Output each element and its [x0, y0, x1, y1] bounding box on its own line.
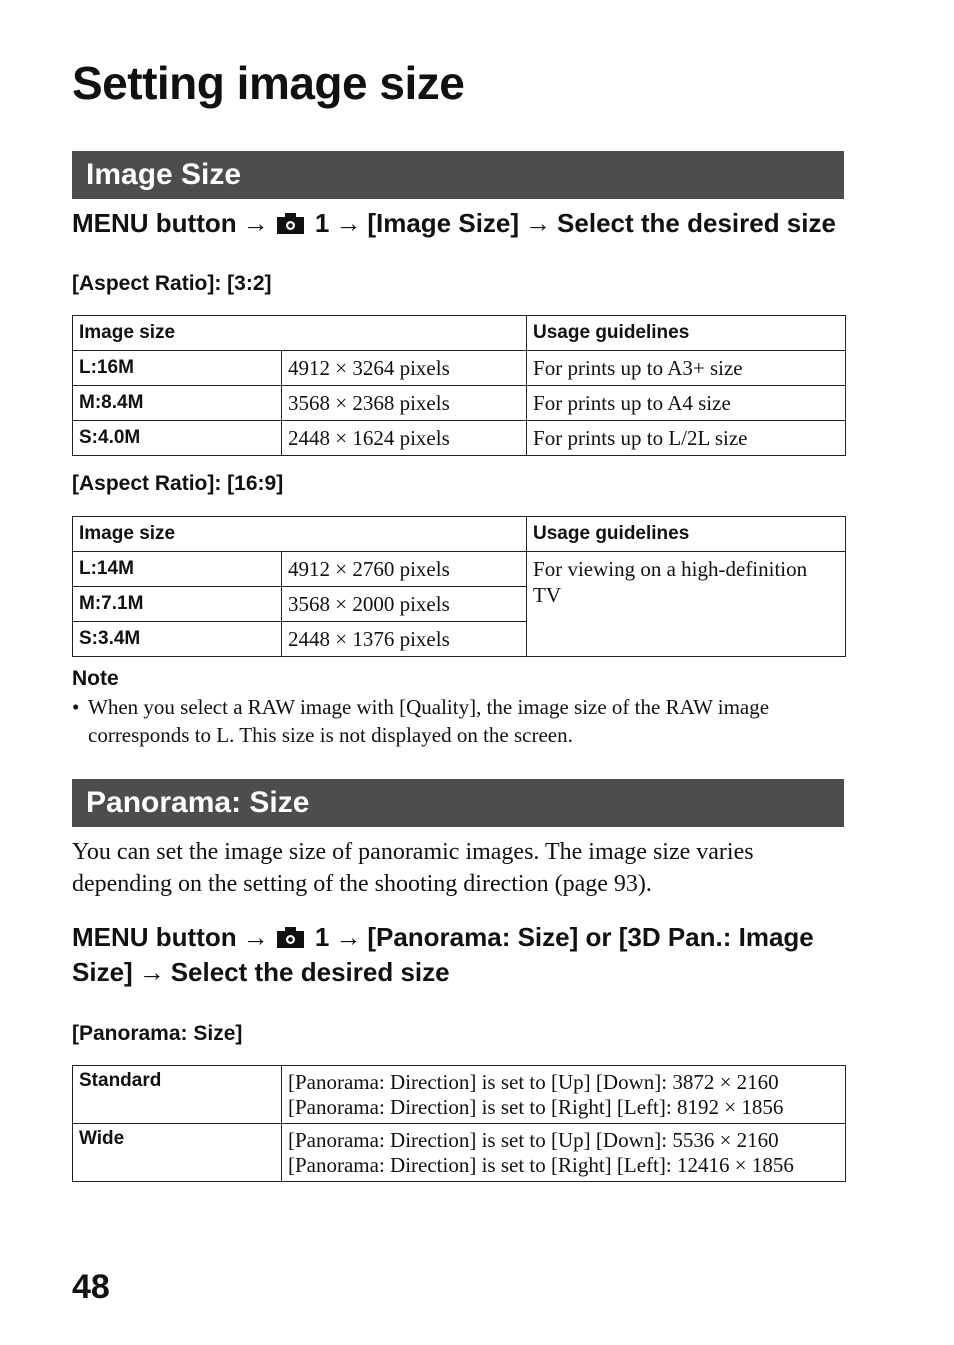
menu-item: [Image Size] — [367, 208, 520, 238]
panorama-size-label: Wide — [73, 1124, 282, 1182]
table-row — [73, 1124, 846, 1182]
table-row — [73, 552, 846, 587]
pixel-dimensions: 3568 × 2368 pixels — [282, 386, 527, 421]
table-row — [73, 421, 846, 456]
direction-up-down: [Panorama: Direction] is set to [Up] [Down]: 5536 × 2160 — [288, 1128, 779, 1152]
usage-guideline: For prints up to L/2L size — [527, 421, 846, 456]
table-header-row — [73, 316, 846, 351]
note-label: Note — [72, 667, 119, 690]
direction-right-left: [Panorama: Direction] is set to [Right] [Left]: 12416 × 1856 — [288, 1153, 794, 1177]
table-row — [73, 351, 846, 386]
table-row — [73, 1066, 846, 1124]
table-row — [73, 386, 846, 421]
page-title: Setting image size — [72, 57, 465, 109]
panorama-size-heading: [Panorama: Size] — [72, 1022, 243, 1045]
camera-icon — [277, 213, 304, 234]
image-size-table-16-9 — [72, 516, 846, 657]
arrow-right-icon: → — [525, 208, 552, 238]
menu-final-step: Select the desired size — [557, 208, 836, 238]
menu-button-label: MENU button — [72, 208, 237, 238]
pixel-dimensions: 2448 × 1376 pixels — [282, 622, 527, 657]
usage-guideline: For prints up to A4 size — [527, 386, 846, 421]
panorama-size-values — [282, 1066, 846, 1124]
size-label: L:14M — [73, 552, 282, 587]
note-text — [72, 693, 832, 749]
arrow-right-icon: → — [335, 922, 362, 952]
aspect-ratio-3-2-heading: [Aspect Ratio]: [3:2] — [72, 272, 272, 295]
size-label: S:3.4M — [73, 622, 282, 657]
panorama-size-values — [282, 1124, 846, 1182]
size-label: L:16M — [73, 351, 282, 386]
note-body: When you select a RAW image with [Quality], the image size of the RAW image corresponds to L. This size is not displayed on the screen. — [88, 695, 770, 747]
table-header-row — [73, 517, 846, 552]
menu-path-panorama-size — [72, 920, 862, 990]
column-header-image-size: Image size — [73, 517, 527, 552]
camera-icon — [277, 927, 304, 948]
bullet: • — [72, 695, 80, 719]
column-header-usage: Usage guidelines — [527, 316, 846, 351]
menu-path-image-size — [72, 206, 862, 241]
column-header-image-size: Image size — [73, 316, 527, 351]
column-header-usage: Usage guidelines — [527, 517, 846, 552]
section-header-image-size: Image Size — [72, 151, 844, 199]
direction-up-down: [Panorama: Direction] is set to [Up] [Down]: 3872 × 2160 — [288, 1070, 779, 1094]
pixel-dimensions: 4912 × 3264 pixels — [282, 351, 527, 386]
aspect-ratio-16-9-heading: [Aspect Ratio]: [16:9] — [72, 472, 284, 495]
menu-tab-number: 1 — [314, 208, 330, 238]
usage-guideline: For prints up to A3+ size — [527, 351, 846, 386]
usage-guideline: For viewing on a high-definition TV — [527, 552, 846, 657]
pixel-dimensions: 3568 × 2000 pixels — [282, 587, 527, 622]
arrow-right-icon: → — [242, 922, 269, 952]
menu-final-step: Select the desired size — [170, 957, 450, 987]
pixel-dimensions: 2448 × 1624 pixels — [282, 421, 527, 456]
panorama-size-table — [72, 1065, 846, 1182]
pixel-dimensions: 4912 × 2760 pixels — [282, 552, 527, 587]
panorama-intro-text: You can set the image size of panoramic images. The image size varies depending on the setting of the shooting direction (page 93). — [72, 839, 754, 897]
arrow-right-icon: → — [242, 208, 269, 238]
menu-tab-number: 1 — [314, 922, 330, 952]
size-label: M:7.1M — [73, 587, 282, 622]
panorama-size-label: Standard — [73, 1066, 282, 1124]
section-header-panorama-size: Panorama: Size — [72, 779, 844, 827]
menu-button-label: MENU button — [72, 922, 237, 952]
arrow-right-icon: → — [335, 208, 362, 238]
arrow-right-icon: → — [138, 957, 165, 987]
size-label: S:4.0M — [73, 421, 282, 456]
direction-right-left: [Panorama: Direction] is set to [Right] [Left]: 8192 × 1856 — [288, 1095, 784, 1119]
image-size-table-3-2 — [72, 315, 846, 456]
menu-item: [Panorama: Size] or [3D Pan.: Image Size] — [72, 922, 814, 987]
page-number: 48 — [72, 1268, 110, 1306]
size-label: M:8.4M — [73, 386, 282, 421]
